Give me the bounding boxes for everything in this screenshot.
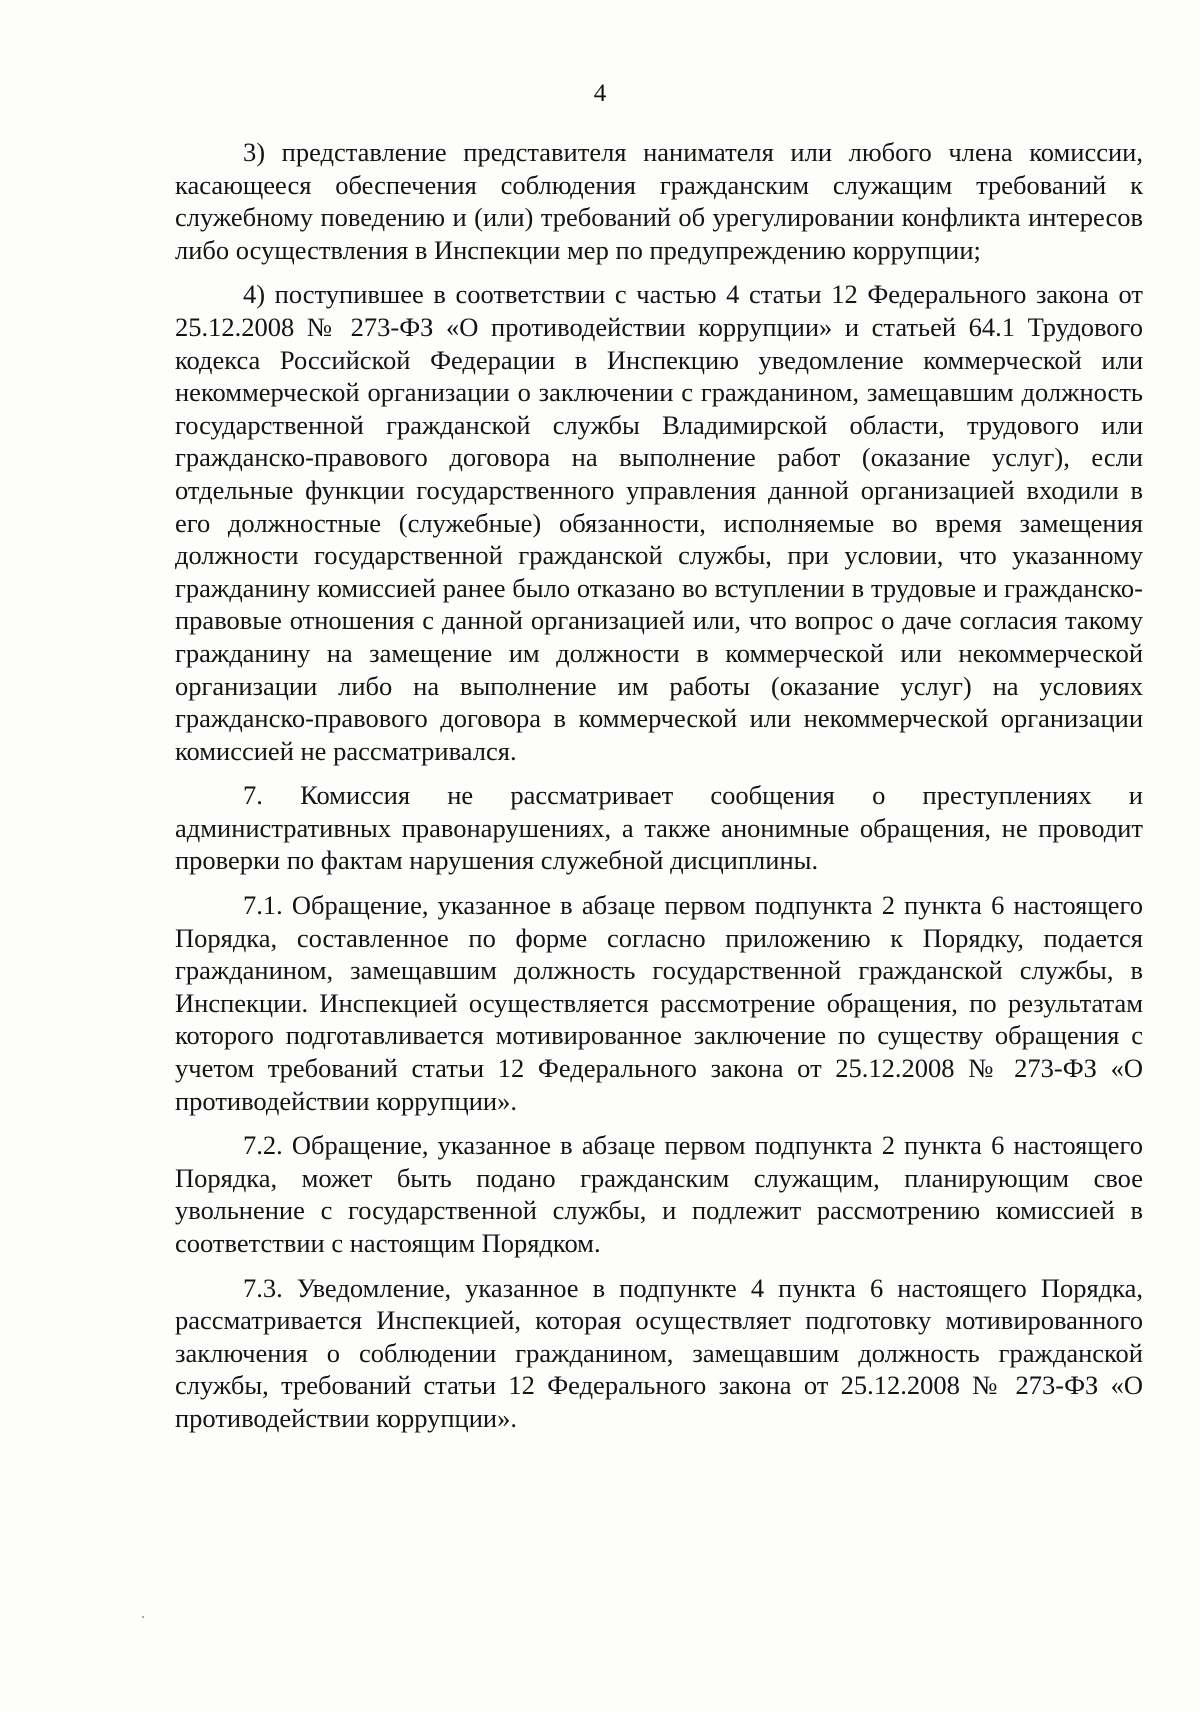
paragraph-7: 7. Комиссия не рассматривает сообщения о преступлениях и административных правонарушениях, а также анонимные обращения, не проводит проверки по фактам нарушения служебной дисциплины.	[175, 780, 1143, 876]
scan-speck	[142, 1616, 144, 1618]
paragraph-7-3: 7.3. Уведомление, указанное в подпункте 4 пункта 6 настоящего Порядка, рассматривается Инспекцией, которая осуществляет подготовку мотивированного заключения о соблюдении гражданином, замещавшим должность гражданской службы, требований статьи 12 Федерального закона от 25.12.2008 № 273-ФЗ «О противодействии коррупции».	[175, 1272, 1143, 1433]
paragraph-7-1: 7.1. Обращение, указанное в абзаце первом подпункта 2 пункта 6 настоящего Порядка, составленное по форме согласно приложению к Порядку, подается гражданином, замещавшим должность государственной гражданской службы, в Инспекции. Инспекцией осуществляется рассмотрение обращения, по результатам которого подготавливается мотивированное заключение по существу обращения с учетом требований статьи 12 Федерального закона от 25.12.2008 № 273-ФЗ «О противодействии коррупции».	[175, 890, 1143, 1116]
paragraph-item-3: 3) представление представителя нанимателя или любого члена комиссии, касающееся обеспечения соблюдения гражданским служащим требований к служебному поведению и (или) требований об урегулировании конфликта интересов либо осуществления в Инспекции мер по предупреждению коррупции;	[175, 137, 1143, 265]
paragraph-item-4: 4) поступившее в соответствии с частью 4 статьи 12 Федерального закона от 25.12.2008 № 273-ФЗ «О противодействии коррупции» и статьей 64.1 Трудового кодекса Российской Федерации в Инспекцию уведомление коммерческой или некоммерческой организации о заключении с гражданином, замещавшим должность государственной гражданской службы Владимирской области, трудового или гражданско-правового договора на выполнение работ (оказание услуг), если отдельные функции государственного управления данной организацией входили в его должностные (служебные) обязанности, исполняемые во время замещения должности государственной гражданской службы, при условии, что указанному гражданину комиссией ранее было отказано во вступлении в трудовые и гражданско-правовые отношения с данной организацией или, что вопрос о даче согласия такому гражданину на замещение им должности в коммерческой или некоммерческой организации либо на выполнение им работы (оказание услуг) на условиях гражданско-правового договора в коммерческой или некоммерческой организации комиссией не рассматривался.	[175, 279, 1143, 766]
document-body	[175, 136, 1143, 1447]
paragraph-7-2: 7.2. Обращение, указанное в абзаце первом подпункта 2 пункта 6 настоящего Порядка, может быть подано гражданским служащим, планирующим свое увольнение с государственной службы, и подлежит рассмотрению комиссией в соответствии с настоящим Порядком.	[175, 1130, 1143, 1258]
page-number: 4	[593, 80, 607, 107]
